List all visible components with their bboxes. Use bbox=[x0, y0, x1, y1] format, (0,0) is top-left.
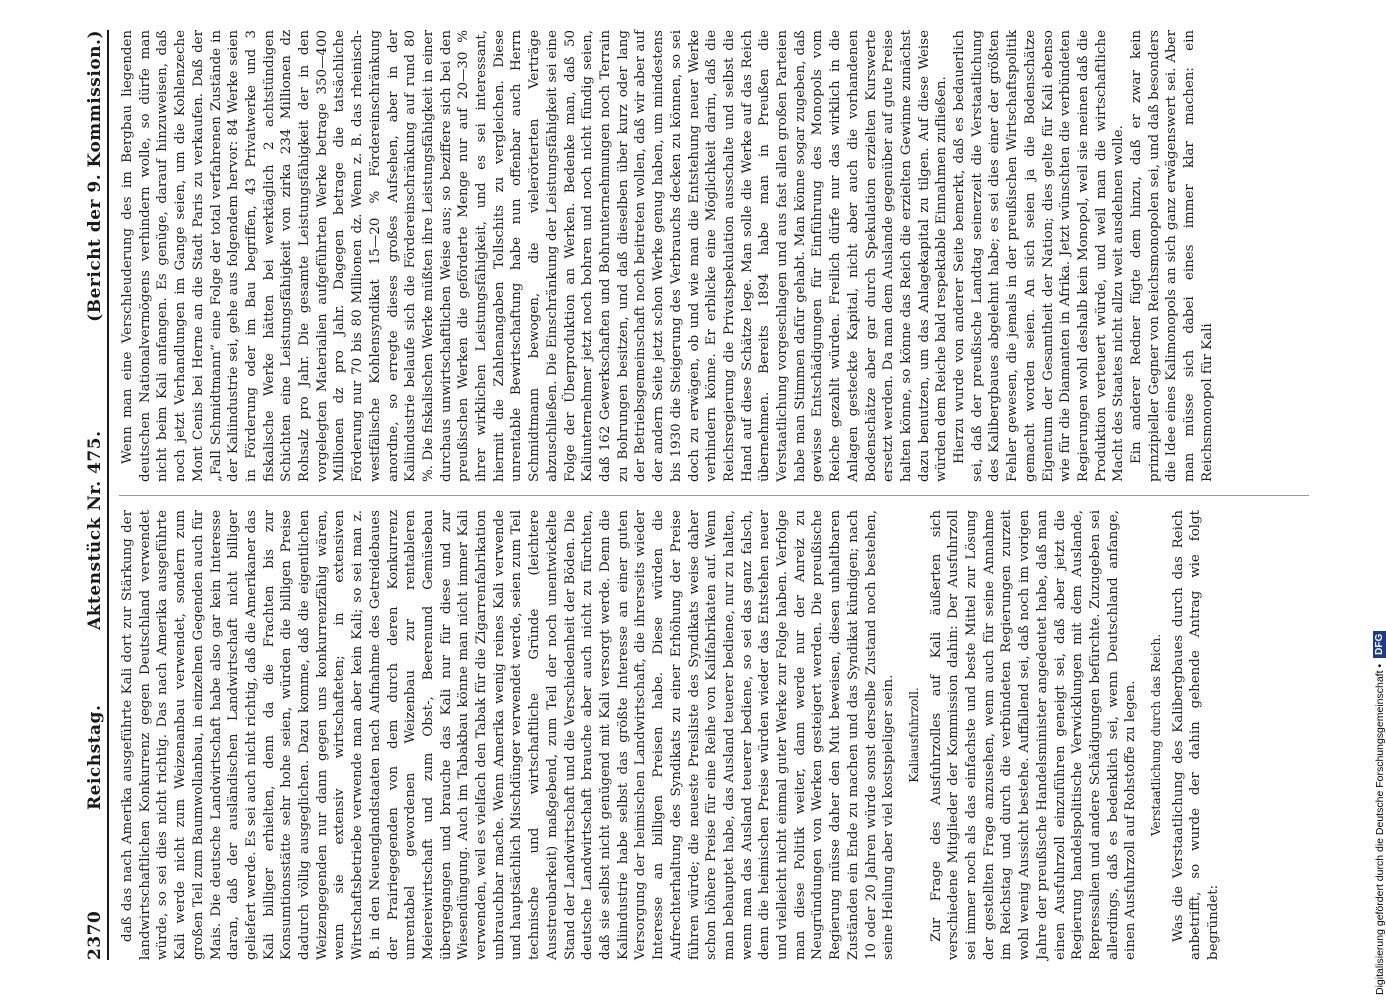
dfg-logo: DFG bbox=[1373, 631, 1386, 658]
rotated-document bbox=[85, 30, 1315, 960]
section-heading-nationalization: Verstaatlichung durch das Reich. bbox=[1149, 633, 1164, 837]
right-column bbox=[119, 30, 1309, 482]
paragraph: Ein anderer Redner fügte dem hinzu, daß er zwar kein prinzipieller Gegner von Reichsmonopolen sei, und daß besonders die Idee eines Kalimonopols an sich ganz erwägenswert sei. Aber man müsse sich dabei eines immer klar machen: ein Reichsmonopol für Kali bbox=[1129, 30, 1215, 482]
paragraph: Zur Frage des Ausfuhrzolles auf Kali äußerten sich verschiedene Mitglieder der Kommission dahin: Der Ausfuhrzoll sei immer noch als das einfachste und beste Mittel zur Lösung der gestellten Frage anzusehen, wenn auch für seine Annahme im Reichstag und durch die verbündeten Regierungen zurzeit wohl wenig Aussicht bestehe. Auffallend sei, daß noch im vorigen Jahre der preußische Handelsminister angedeutet habe, daß man einen Ausfuhrzoll einzuführen geneigt sei, daß aber jetzt die Regierung handelspolitische Verwicklungen mit dem Auslande, Repressalien und andere Schädigungen befürchte. Zuzugeben sei allerdings, daß es bedenklich sei, wenn Deutschland anfange, einen Ausfuhrzoll auf Rohstoffe zu legen. bbox=[928, 510, 1139, 960]
paragraph: Was die Verstaatlichung des Kalibergbaues durch das Reich anbetrifft, so wurde der dahin gehende Antrag wie folgt begründet: bbox=[1170, 510, 1222, 960]
section-heading-export-duty: Kaliausfuhrzoll. bbox=[906, 687, 921, 783]
paragraph: Hierzu wurde von anderer Seite bemerkt, daß es bedauerlich sei, daß der preußische Landtag seinerzeit die Verstaatlichung des Kalibergbaues abgelehnt habe; es sei dies einer der größten Fehler gewesen, die jemals in der preußischen Wirtschaftspolitik gemacht worden seien. An sich seien ja die Bodenschätze Eigentum der Gesamtheit der Nation; dies gelte für Kali ebenso wie für die Diamanten in Afrika. Jetzt wünschten die verbündeten Regierungen wohl deshalb kein Monopol, weil sie meinen daß die Produktion verteuert würde, und weil man die wirtschaftliche Macht des Staates nicht allzu weit ausdehnen wolle. bbox=[952, 30, 1127, 482]
page-header bbox=[85, 30, 109, 960]
section-title: (Bericht der 9. Kommission.) bbox=[85, 30, 105, 322]
paragraph: Wenn man eine Verschleuderung des im Bergbau liegenden deutschen Nationalvermögens verhindern wolle, so dürfe man nicht beim Kali anfangen. Es genüge, darauf hinzuweisen, daß noch jetzt Verhandlungen im Gange seien, um die Kohlenzeche Mont Cenis bei Herne an die Stadt Paris zu verkaufen. Daß der „Fall Schmidtmann“ eine Folge der total verfahrenen Zustände in der Kaliindustrie sei, gehe aus folgendem hervor: 84 Werke seien in Förderung oder im Bau begriffen, 43 Privatwerke und 3 fiskalische Werke hätten bei werktäglich 2 achtstündigen Schichten eine Leistungsfähigkeit von zirka 234 Millionen dz Rohsalz pro Jahr. Die gesamte Leistungsfähigkeit der in den vorgelegten Materialien aufgeführten Werke betrage 350—400 Millionen dz pro Jahr. Dagegen betrage die tatsächliche Förderung nur 70 bis 80 Millionen dz. Wenn z. B. das rheinisch-westfälische Kohlensyndikat 15—20 % Fördereinschränkung anordne, so erregte dieses großes Aufsehen, aber in der Kaliindustrie belaufe sich die Fördereinschränkung auf rund 80 %. Die fiskalischen Werke müßten ihre Leistungsfähigkeit in einer durchaus unwirtschaftlichen Weise aus; so beziffere sich bei den preußischen Werken die geförderte Menge nur auf 20—30 % ihrer wirklichen Leistungsfähigkeit, und es sei interessant, hiermit die Zahlenangaben Tollschits zu vergleichen. Diese unrentable Bewirtschaftung habe nun offenbar auch Herrn Schmidtmann bewogen, die vielerörterten Verträge abzuschließen. Die Einschränkung der Leistungsfähigkeit sei eine Folge der Überproduktion an Werken. Bedenke man, daß 50 Kaliunternehmer jetzt noch bohren und noch nicht fündig seien, daß 162 Gewerkschaften und Bohrunternehmungen noch Terrain zu Bohrungen besitzen, und daß dieselben über kurz oder lang der Betriebsgemeinschaft noch beitreten wollen, daß wir aber auf der andern Seite jetzt schon Werke genug haben, um mindestens bis 1930 die Steigerung des Verbrauchs decken zu können, so sei doch zu erwägen, ob und wie man die Entstehung neuer Werke verhindern könne. Er erblicke eine Möglichkeit darin, daß die Reichsregierung die Privatspekulation ausschalte und selbst die Hand auf diese Schätze lege. Man solle die Werke auf das Reich übernehmen. Bereits 1894 habe man in Preußen die Verstaatlichung vorgeschlagen und aus fast allen großen Parteien habe man Stimmen dafür gehabt. Man könne sogar zugeben, daß gewisse Entschädigungen für Einführung des Monopols vom Reiche gezahlt würden. Freilich dürfe nur das wirklich in die Anlagen gesteckte Kapital, nicht aber auch die vorhandenen Bodenschätze aber gar durch Spekulation erzielten Kurswerte ersetzt werden. Da man dem Auslande gegenüber auf gute Preise halten könne, so könne das Reich die erzielten Gewinne zunächst dazu benutzen, um das Anlagekapital zu tilgen. Auf diese Weise würden dem Reiche bald respektable Einnahmen zufließen. bbox=[120, 30, 950, 482]
running-title: Reichstag. bbox=[85, 704, 105, 810]
paragraph: daß das nach Amerika ausgeführte Kali dort zur Stärkung der landwirtschaftlichen Konkurrenz gegen Deutschland verwendet würde, so sei dies nicht richtig. Das nach Amerika ausgeführte Kali werde nicht zum Weizenanbau verwendet, sondern zum großen Teil zum Baumwollanbau, in einzelnen Gegenden auch für Mais. Die deutsche Landwirtschaft habe also gar kein Interesse daran, daß der ausländischen Landwirtschaft nicht billiger geliefert werde. Es sei auch nicht richtig, daß die Amerikaner das Kali billiger erhielten, denn da die Frachten bis zur Konsumtionsstätte sehr hohe seien, würden die billigen Preise dadurch völlig ausgeglichen. Dazu komme, daß die eigentlichen Weizengegenden nur dann gegen uns konkurrenzfähig wären, wenn sie extensiv wirtschafteten; in extensiven Wirtschaftsbetriebe verwende man aber kein Kali; so sei man z. B. in den Neuenglandstaaten nach Aufnahme des Getreidebaues der Prairiegegenden von dem durch deren Konkurrenz unrentabel gewordenen Weizenbau zur rentableren Meiereiwirtschaft und zum Obst-, Beerenund Gemüsebau übergegangen und brauche das Kali nur für diese und zur Wiesendüngung. Auch im Tabakbau könne man nicht immer Kali verwenden, weil es vielfach den Tabak für die Zigarrenfabrikation unbrauchbar mache. Wenn Amerika wenig reines Kali verwende und hauptsächlich Mischdünger verwendet werde, seien zum Teil technische und wirtschaftliche Gründe (leichtere Ausstreubarkeit) maßgebend, zum Teil der noch unentwickelte Stand der Landwirtschaft und die Verschiedenheit der Böden. Die deutsche Landwirtschaft brauche aber auch nicht zu fürchten, daß sie selbst nicht genügend mit Kali versorgt werde. Denn die Kaliindustrie habe selbst das größte Interesse an einer guten Versorgung der heimischen Landwirtschaft, die ihrerseits wieder Interesse an billigen Preisen habe. Diese würden die Aufrechterhaltung des Syndikats zu einer Erhöhung der Preise führen würde; die neueste Preisliste des Syndikats weise daher schon höhere Preise für eine Reihe von Kalifabrikaten auf. Wenn man behauptet habe, das Ausland teuerer bediene, nur zu halten, wenn man das Ausland teuerer bediene, so sei das ganz falsch, denn die heimischen Preise würden wieder das Entstehen neuer und vielleicht nicht einmal guter Werke zur Folge haben. Verfolge man diese Politik weiter, dann werde nur der Anreiz zu Neugründungen von Werken gesteigert werden. Die preußische Regierung müsse daher den Mut beweisen, diesen unhaltbaren Zuständen ein Ende zu machen und das Syndikat kündigen; nach 10 oder 20 Jahren würde sonst derselbe Zustand noch bestehen, seine Heilung aber viel kostspieliger sein. bbox=[120, 510, 897, 960]
page-number: 2370 bbox=[85, 910, 105, 960]
document-number: Aktenstück Nr. 475. bbox=[85, 430, 105, 630]
column-divider bbox=[119, 495, 1309, 496]
credit-text: Digitalisierung gefördert durch die Deutsche Forschungsgemeinschaft • bbox=[1373, 663, 1386, 995]
left-column bbox=[119, 510, 1309, 960]
digitization-credit bbox=[1373, 631, 1386, 995]
